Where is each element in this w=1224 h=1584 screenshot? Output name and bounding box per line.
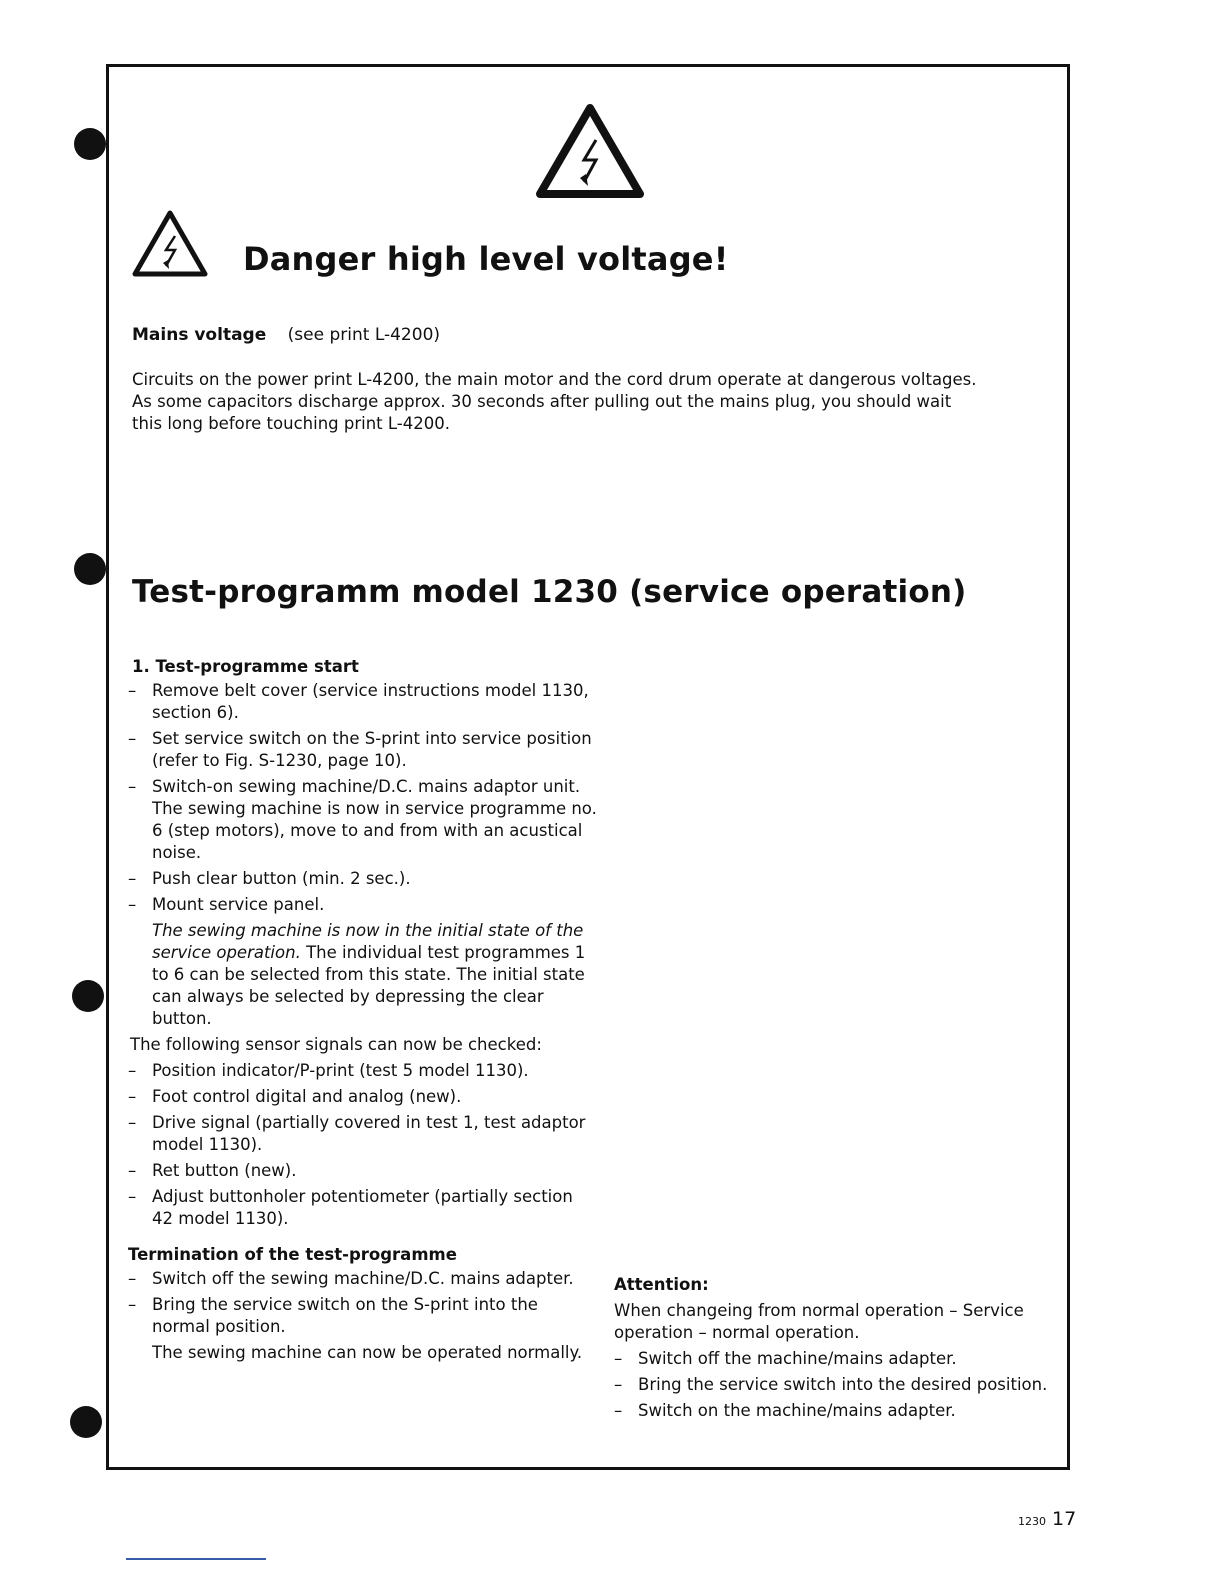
list-item: – Position indicator/P-print (test 5 model 1130).: [128, 1060, 598, 1082]
termination-heading: Termination of the test-programme: [128, 1245, 457, 1264]
list-item: – Mount service panel.: [128, 894, 598, 916]
start-steps-list: [128, 680, 598, 916]
list-item: – Set service switch on the S-print into service position (refer to Fig. S-1230, page 10).: [128, 728, 598, 772]
attention-box: [614, 1274, 1064, 1426]
mains-voltage-label: Mains voltage: [132, 325, 267, 345]
danger-heading: Danger high level voltage!: [243, 240, 729, 278]
termination-note: The sewing machine can now be operated normally.: [152, 1343, 583, 1362]
initial-state-note-italic: The sewing machine is now in the initial state of the service operation.: [152, 921, 584, 962]
binder-hole: [74, 553, 106, 585]
footer-model: 1230: [1018, 1515, 1046, 1528]
list-item: – Bring the service switch into the desired position.: [614, 1374, 1064, 1396]
left-column: [128, 656, 598, 1368]
sensor-intro: The following sensor signals can now be checked:: [130, 1035, 542, 1054]
list-item: – Remove belt cover (service instructions model 1130, section 6).: [128, 680, 598, 724]
list-item: – Switch-on sewing machine/D.C. mains adaptor unit. The sewing machine is now in service programme no. 6 (step motors), move to and from with an acustical noise.: [128, 776, 598, 864]
attention-steps-list: [614, 1348, 1064, 1422]
list-item: – Foot control digital and analog (new).: [128, 1086, 598, 1108]
attention-intro: When changeing from normal operation – Service operation – normal operation.: [614, 1301, 1024, 1342]
section-1-heading: 1. Test-programme start: [132, 657, 359, 676]
binder-hole: [74, 128, 106, 160]
attention-heading: Attention:: [614, 1275, 709, 1294]
list-item: – Ret button (new).: [128, 1160, 598, 1182]
mains-voltage-line: [132, 325, 440, 345]
list-item: – Drive signal (partially covered in test 1, test adaptor model 1130).: [128, 1112, 598, 1156]
binder-hole: [72, 980, 104, 1012]
list-item: – Bring the service switch on the S-print into the normal position.: [128, 1294, 598, 1338]
footer-page: 17: [1052, 1508, 1077, 1530]
high-voltage-warning-icon: [534, 102, 646, 200]
mains-voltage-ref: (see print L-4200): [287, 325, 441, 345]
footer-rule: [126, 1558, 266, 1560]
initial-state-note: [128, 920, 598, 1030]
page-number: [1018, 1508, 1076, 1530]
initial-state-note-rest: The individual test programmes 1 to 6 can be selected from this state. The initial state can always be selected by depressing the clear button.: [152, 943, 586, 1028]
list-item: – Switch on the machine/mains adapter.: [614, 1400, 1064, 1422]
sensor-list: [128, 1060, 598, 1230]
list-item: – Switch off the sewing machine/D.C. mains adapter.: [128, 1268, 598, 1290]
termination-steps-list: [128, 1268, 598, 1338]
binder-hole: [70, 1406, 102, 1438]
list-item: – Switch off the machine/mains adapter.: [614, 1348, 1064, 1370]
voltage-warning-icon: [131, 208, 209, 278]
list-item: – Push clear button (min. 2 sec.).: [128, 868, 598, 890]
test-programm-heading: Test-programm model 1230 (service operation): [132, 574, 967, 610]
mains-voltage-text: Circuits on the power print L-4200, the main motor and the cord drum operate at dangerous voltages. As some capacitors discharge approx. 30 seconds after pulling out the mains plug, you should wait this long before touching print L-4200.: [132, 370, 977, 433]
list-item: – Adjust buttonholer potentiometer (partially section 42 model 1130).: [128, 1186, 598, 1230]
